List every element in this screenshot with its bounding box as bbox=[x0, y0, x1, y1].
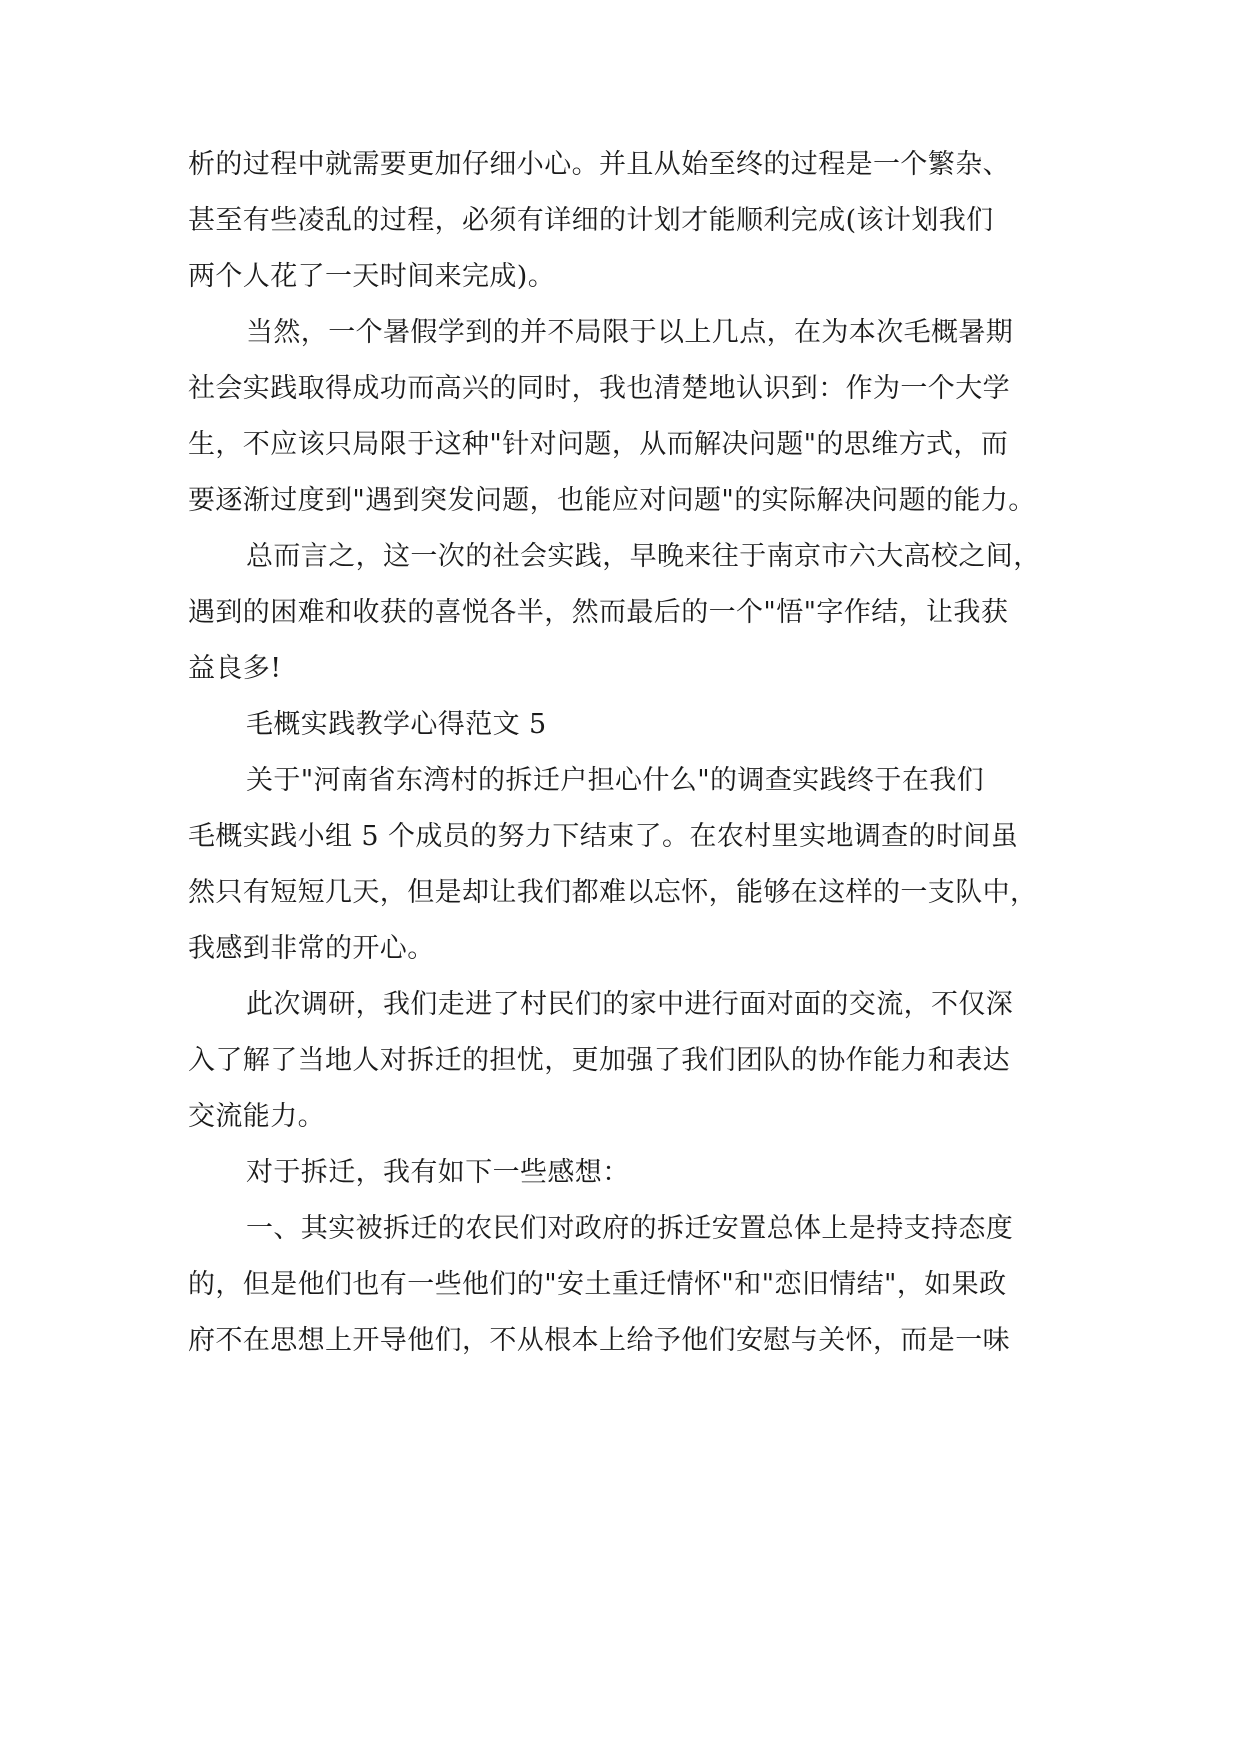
text-line: 关于"河南省东湾村的拆迁户担心什么"的调查实践终于在我们 bbox=[246, 765, 985, 796]
text-line: 入了解了当地人对拆迁的担忧，更加强了我们团队的协作能力和表达 bbox=[188, 1045, 1010, 1076]
text-line: 两个人花了一天时间来完成)。 bbox=[188, 261, 556, 292]
text-line: 当然，一个暑假学到的并不局限于以上几点，在为本次毛概暑期 bbox=[246, 317, 1014, 348]
text-line: 交流能力。 bbox=[188, 1101, 325, 1132]
text-line: 甚至有些凌乱的过程，必须有详细的计划才能顺利完成(该计划我们 bbox=[188, 205, 994, 236]
text-line: 要逐渐过度到"遇到突发问题，也能应对问题"的实际解决问题的能力。 bbox=[188, 485, 1036, 516]
text-line: 总而言之，这一次的社会实践，早晚来往于南京市六大高校之间， bbox=[246, 541, 1041, 572]
text-line: 然只有短短几天，但是却让我们都难以忘怀，能够在这样的一支队中， bbox=[188, 877, 1038, 908]
text-line: 毛概实践小组 5 个成员的努力下结束了。在农村里实地调查的时间虽 bbox=[188, 821, 1019, 852]
text-line: 社会实践取得成功而高兴的同时，我也清楚地认识到：作为一个大学 bbox=[188, 373, 1010, 404]
section-heading: 毛概实践教学心得范文 5 bbox=[246, 709, 547, 740]
text-line: 对于拆迁，我有如下一些感想： bbox=[246, 1157, 630, 1188]
text-line: 生，不应该只局限于这种"针对问题，从而解决问题"的思维方式，而 bbox=[188, 429, 1009, 460]
text-line: 遇到的困难和收获的喜悦各半，然而最后的一个"悟"字作结，让我获 bbox=[188, 597, 1009, 628]
text-line: 我感到非常的开心。 bbox=[188, 933, 435, 964]
text-line: 府不在思想上开导他们，不从根本上给予他们安慰与关怀，而是一味 bbox=[188, 1325, 1010, 1356]
text-line: 益良多! bbox=[188, 653, 282, 684]
text-line: 一、其实被拆迁的农民们对政府的拆迁安置总体上是持支持态度 bbox=[246, 1213, 1014, 1244]
text-line: 析的过程中就需要更加仔细小心。并且从始至终的过程是一个繁杂、 bbox=[188, 149, 1010, 180]
text-line: 的，但是他们也有一些他们的"安土重迁情怀"和"恋旧情结"，如果政 bbox=[188, 1269, 1007, 1300]
text-line: 此次调研，我们走进了村民们的家中进行面对面的交流，不仅深 bbox=[246, 989, 1014, 1020]
